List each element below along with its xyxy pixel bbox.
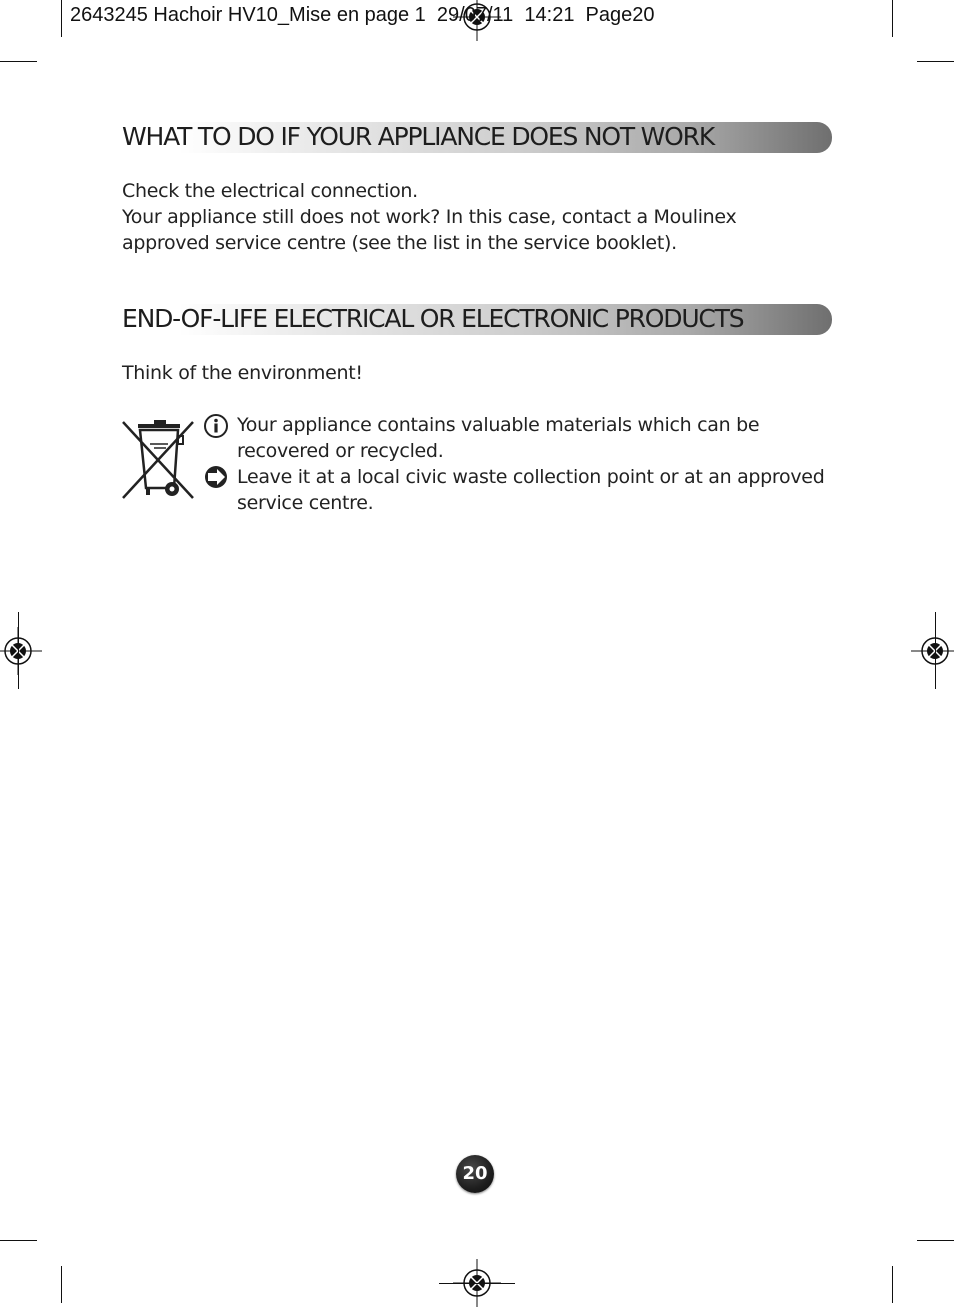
troubleshooting-line: Your appliance still does not work? In this case, contact a Moulinex: [122, 206, 737, 228]
troubleshooting-text: [122, 178, 736, 256]
troubleshooting-line: Check the electrical connection.: [122, 180, 418, 202]
environment-subtitle: Think of the environment!: [122, 362, 363, 384]
crop-mark: [892, 1266, 893, 1303]
crop-mark: [892, 0, 893, 37]
crop-mark: [0, 61, 37, 62]
crossed-out-wheelie-bin-icon: [120, 418, 196, 502]
crop-mark: [61, 0, 62, 37]
section-title-troubleshooting: WHAT TO DO IF YOUR APPLIANCE DOES NOT WORK: [122, 122, 715, 151]
crop-mark: [439, 1283, 515, 1284]
crop-mark: [18, 612, 19, 689]
registration-mark-icon: [911, 627, 954, 675]
info-icon: [203, 413, 229, 439]
collection-point-text: Leave it at a local civic waste collection point or at an approved service centre.: [237, 466, 825, 514]
page-number-badge: 20: [456, 1155, 494, 1193]
section-title-end-of-life: END-OF-LIFE ELECTRICAL OR ELECTRONIC PRODUCTS: [122, 304, 744, 333]
registration-mark-icon: [0, 627, 42, 675]
recycling-info-text: Your appliance contains valuable materials which can be recovered or recycled.: [237, 414, 760, 462]
crop-mark: [935, 612, 936, 689]
print-slug: 2643245 Hachoir HV10_Mise en page 1 29/07/11 14:21 Page20: [70, 4, 655, 26]
crop-mark: [917, 61, 954, 62]
crop-mark: [61, 1266, 62, 1303]
troubleshooting-line: approved service centre (see the list in the service booklet).: [122, 232, 677, 254]
arrow-right-icon: [203, 464, 229, 490]
crop-mark: [0, 1240, 37, 1241]
crop-mark: [917, 1240, 954, 1241]
